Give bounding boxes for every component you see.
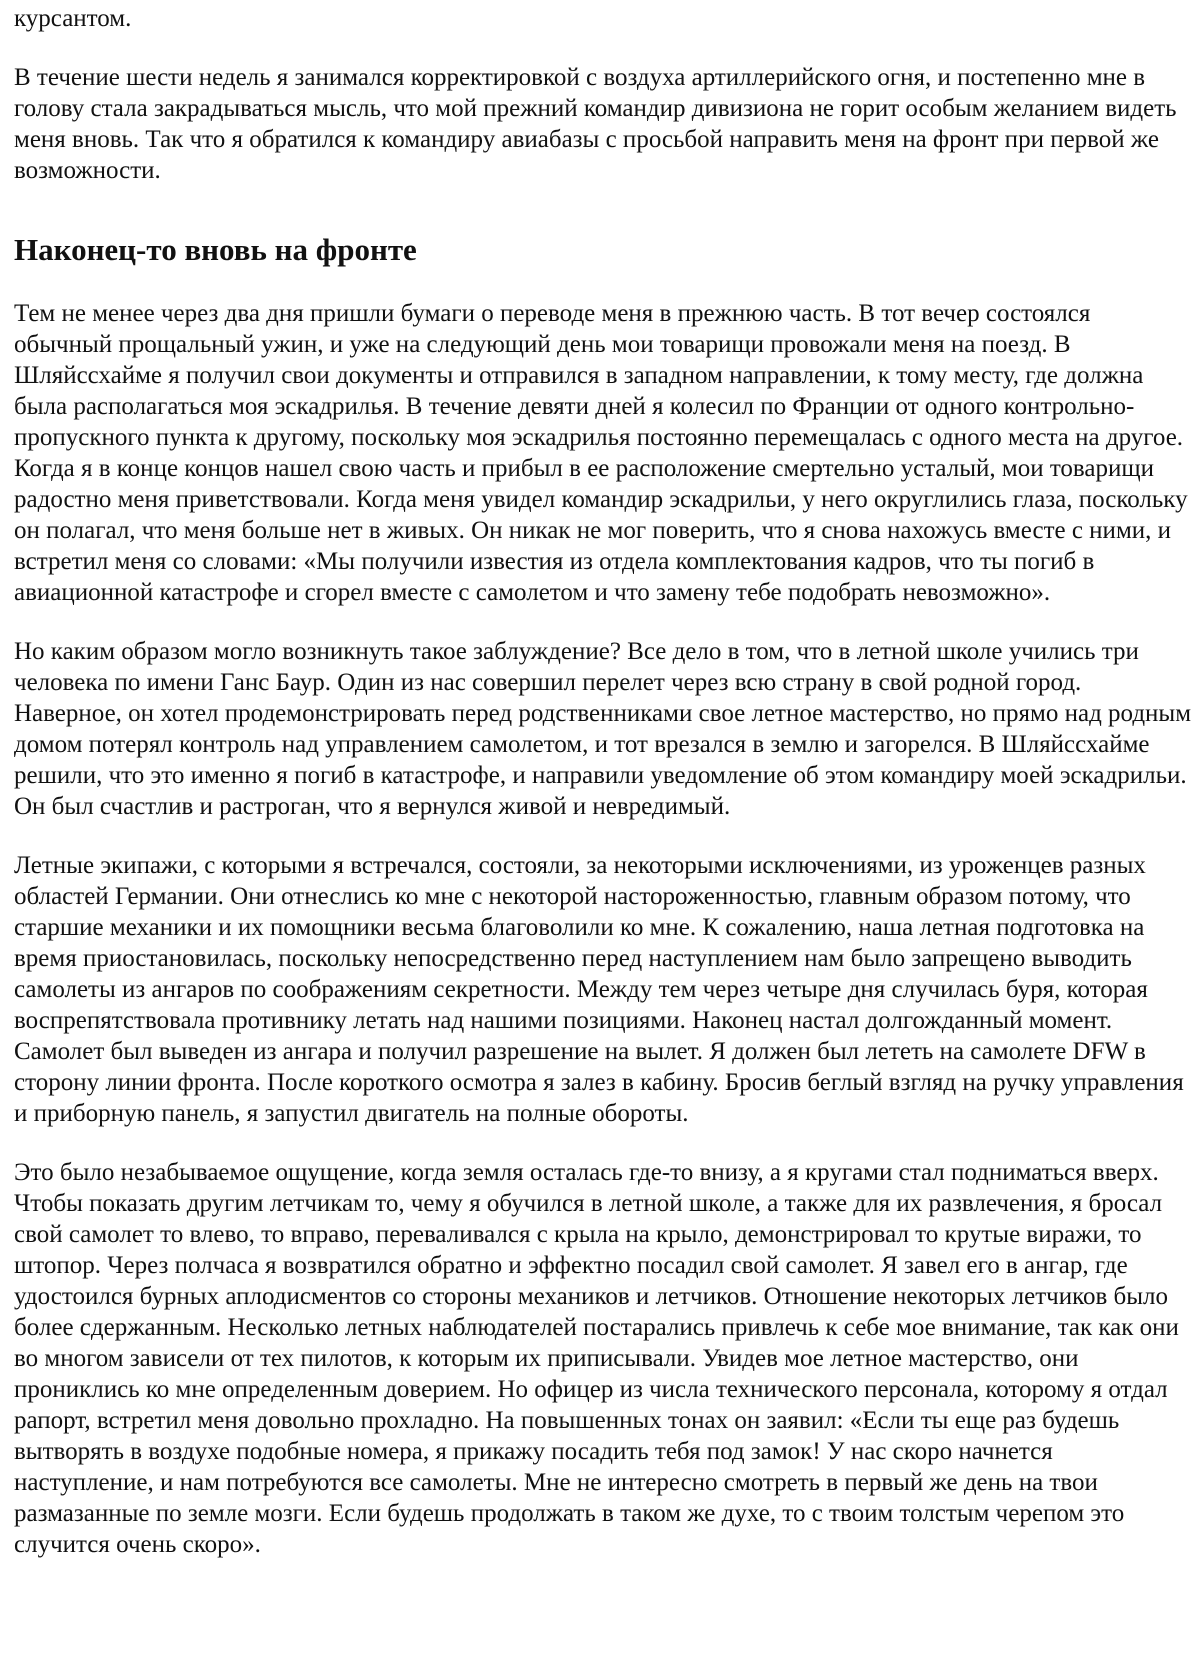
section-heading: Наконец-то вновь на фронте xyxy=(14,232,417,267)
paragraph-intro: В течение шести недель я занимался корректировкой с воздуха артиллерийского огня, и постепенно мне в голову стала закрадываться мысль, что мой прежний командир дивизиона не горит особым желанием видеть меня вновь. Так что я обратился к командиру авиабазы с просьбой направить меня на фронт при первой же возможности. xyxy=(14,64,1177,184)
document-page xyxy=(14,0,1194,1588)
paragraph-2: Но каким образом могло возникнуть такое заблуждение? Все дело в том, что в летной школе учились три человека по имени Ганс Баур. Один из нас совершил перелет через всю страну в свой родной город. Наверное, он хотел продемонстрировать перед родственниками свое летное мастерство, но прямо над родным домом потерял контроль над управлением самолетом, и тот врезался в землю и загорелся. В Шляйссхайме решили, что это именно я погиб в катастрофе, и направили уведомление об этом командиру моей эскадрильи. Он был счастлив и растроган, что я вернулся живой и невредимый. xyxy=(14,638,1192,820)
paragraph-fragment: курсантом. xyxy=(14,5,132,32)
paragraph-1: Тем не менее через два дня пришли бумаги о переводе меня в прежнюю часть. В тот вечер состоялся обычный прощальный ужин, и уже на следующий день мои товарищи провожали меня на поезд. В Шляйссхайме я получил свои документы и отправился в западном направлении, к тому месту, где должна была располагаться моя эскадрилья. В течение девяти дней я колесил по Франции от одного контрольно-пропускного пункта к другому, поскольку моя эскадрилья постоянно перемещалась с одного места на другое. Когда я в конце концов нашел свою часть и прибыл в ее расположение смертельно усталый, мои товарищи радостно меня приветствовали. Когда меня увидел командир эскадрильи, у него округлились глаза, поскольку он полагал, что меня больше нет в живых. Он никак не мог поверить, что я снова нахожусь вместе с ними, и встретил меня со словами: «Мы получили известия из отдела комплектования кадров, что ты погиб в авиационной катастрофе и сгорел вместе с самолетом и что замену тебе подобрать невозможно». xyxy=(14,300,1188,606)
paragraph-3: Летные экипажи, с которыми я встречался, состояли, за некоторыми исключениями, из уроженцев разных областей Германии. Они отнеслись ко мне с некоторой настороженностью, главным образом потому, что старшие механики и их помощники весьма благоволили ко мне. К сожалению, наша летная подготовка на время приостановилась, поскольку непосредственно перед наступлением нам было запрещено выводить самолеты из ангаров по соображениям секретности. Между тем через четыре дня случилась буря, которая воспрепятствовала противнику летать над нашими позициями. Наконец настал долгожданный момент. Самолет был выведен из ангара и получил разрешение на вылет. Я должен был лететь на самолете DFW в сторону линии фронта. После короткого осмотра я залез в кабину. Бросив беглый взгляд на ручку управления и приборную панель, я запустил двигатель на полные обороты. xyxy=(14,852,1184,1127)
paragraph-4: Это было незабываемое ощущение, когда земля осталась где-то внизу, а я кругами стал подниматься вверх. Чтобы показать другим летчикам то, чему я обучился в летной школе, а также для их развлечения, я бросал свой самолет то влево, то вправо, переваливался с крыла на крыло, демонстрировал то крутые виражи, то штопор. Через полчаса я возвратился обратно и эффектно посадил свой самолет. Я завел его в ангар, где удостоился бурных аплодисментов со стороны механиков и летчиков. Отношение некоторых летчиков было более сдержанным. Несколько летных наблюдателей постарались привлечь к себе мое внимание, так как они во многом зависели от тех пилотов, к которым их приписывали. Увидев мое летное мастерство, они прониклись ко мне определенным доверием. Но офицер из числа технического персонала, которому я отдал рапорт, встретил меня довольно прохладно. На повышенных тонах он заявил: «Если ты еще раз будешь вытворять в воздухе подобные номера, я прикажу посадить тебя под замок! У нас скоро начнется наступление, и нам потребуются все самолеты. Мне не интересно смотреть в первый же день на твои размазанные по земле мозги. Если будешь продолжать в таком же духе, то с твоим толстым черепом это случится очень скоро». xyxy=(14,1159,1179,1558)
